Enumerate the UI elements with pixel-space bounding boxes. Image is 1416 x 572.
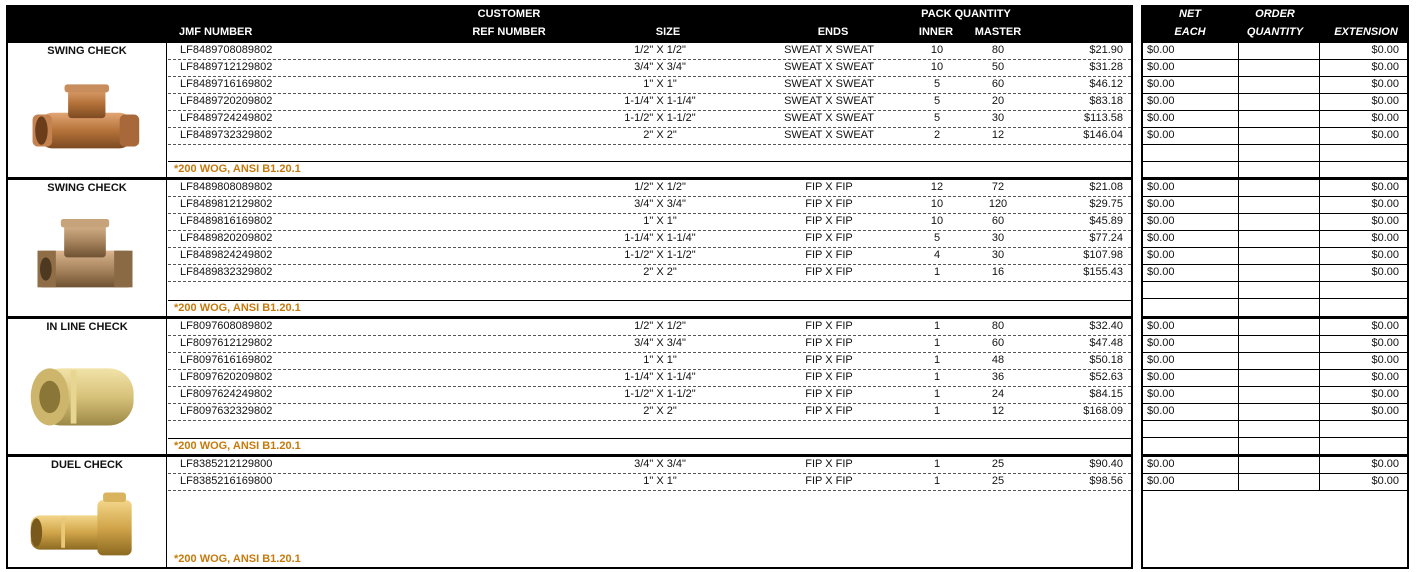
order-row xyxy=(1143,474,1407,491)
header-jmf-number: JMF NUMBER xyxy=(179,26,253,38)
product-title: SWING CHECK xyxy=(47,182,127,194)
header-order: ORDER xyxy=(1255,8,1295,20)
ends: FIP X FIP xyxy=(805,475,853,487)
product-label-cell xyxy=(8,457,167,567)
product-label-cell xyxy=(8,43,167,177)
ends: FIP X FIP xyxy=(805,320,853,332)
extension: $0.00 xyxy=(1371,249,1399,261)
price: $50.18 xyxy=(1089,354,1123,366)
header-inner: INNER xyxy=(918,26,954,38)
net-each: $0.00 xyxy=(1147,249,1175,261)
inner-qty: 1 xyxy=(933,405,941,417)
extension: $0.00 xyxy=(1371,475,1399,487)
jmf-number: LF8489724249802 xyxy=(180,112,273,124)
order-row xyxy=(1143,214,1407,231)
ends: SWEAT X SWEAT xyxy=(784,129,874,141)
net-each: $0.00 xyxy=(1147,266,1175,278)
product-label-cell xyxy=(8,180,167,316)
spec-note: *200 WOG, ANSI B1.20.1 xyxy=(174,302,301,314)
section-swing-check-sweat xyxy=(6,43,1133,177)
extension: $0.00 xyxy=(1371,215,1399,227)
price: $47.48 xyxy=(1089,337,1123,349)
duel-check-image xyxy=(20,483,150,563)
master-qty: 50 xyxy=(991,61,1005,73)
order-row xyxy=(1143,319,1407,336)
ends: FIP X FIP xyxy=(805,181,853,193)
price: $107.98 xyxy=(1083,249,1123,261)
master-qty: 12 xyxy=(991,405,1005,417)
inner-qty: 5 xyxy=(933,112,941,124)
master-qty: 16 xyxy=(991,266,1005,278)
net-each: $0.00 xyxy=(1147,95,1175,107)
inner-qty: 12 xyxy=(930,181,944,193)
inner-qty: 1 xyxy=(933,266,941,278)
price: $83.18 xyxy=(1089,95,1123,107)
inner-qty: 10 xyxy=(930,61,944,73)
price: $52.63 xyxy=(1089,371,1123,383)
inner-qty: 1 xyxy=(933,458,941,470)
order-row xyxy=(1143,111,1407,128)
extension: $0.00 xyxy=(1371,95,1399,107)
section-swing-check-fip xyxy=(6,180,1133,316)
price: $146.04 xyxy=(1083,129,1123,141)
net-each: $0.00 xyxy=(1147,215,1175,227)
section-in-line-check xyxy=(6,319,1133,454)
header-net: NET xyxy=(1179,8,1201,20)
jmf-number: LF8385216169800 xyxy=(180,475,273,487)
price: $155.43 xyxy=(1083,266,1123,278)
master-qty: 48 xyxy=(991,354,1005,366)
net-each: $0.00 xyxy=(1147,320,1175,332)
table-row xyxy=(168,128,1131,145)
header-each: EACH xyxy=(1174,26,1206,38)
extension: $0.00 xyxy=(1371,337,1399,349)
inner-qty: 2 xyxy=(933,129,941,141)
order-row xyxy=(1143,43,1407,60)
order-section-4 xyxy=(1141,457,1409,569)
spec-note: *200 WOG, ANSI B1.20.1 xyxy=(174,553,301,565)
size: 2" X 2" xyxy=(643,129,677,141)
jmf-number: LF8489720209802 xyxy=(180,95,273,107)
net-each: $0.00 xyxy=(1147,44,1175,56)
order-section-2 xyxy=(1141,180,1409,316)
inner-qty: 1 xyxy=(933,320,941,332)
table-row xyxy=(168,474,1131,491)
inner-qty: 5 xyxy=(933,78,941,90)
size: 1-1/4" X 1-1/4" xyxy=(624,232,696,244)
jmf-number: LF8489808089802 xyxy=(180,181,273,193)
order-section-3 xyxy=(1141,319,1409,454)
jmf-number: LF8489820209802 xyxy=(180,232,273,244)
jmf-number: LF8489824249802 xyxy=(180,249,273,261)
inner-qty: 1 xyxy=(933,337,941,349)
inner-qty: 1 xyxy=(933,475,941,487)
extension: $0.00 xyxy=(1371,354,1399,366)
net-each: $0.00 xyxy=(1147,129,1175,141)
order-row xyxy=(1143,336,1407,353)
inner-qty: 10 xyxy=(930,198,944,210)
extension: $0.00 xyxy=(1371,112,1399,124)
price: $32.40 xyxy=(1089,320,1123,332)
size: 1" X 1" xyxy=(643,215,677,227)
price: $84.15 xyxy=(1089,388,1123,400)
master-qty: 36 xyxy=(991,371,1005,383)
table-row xyxy=(168,197,1131,214)
header-quantity: QUANTITY xyxy=(1246,26,1304,38)
size: 1" X 1" xyxy=(643,78,677,90)
order-row xyxy=(1143,457,1407,474)
order-row xyxy=(1143,128,1407,145)
size: 1-1/2" X 1-1/2" xyxy=(624,388,696,400)
table-row xyxy=(168,60,1131,77)
net-each: $0.00 xyxy=(1147,78,1175,90)
ends: FIP X FIP xyxy=(805,249,853,261)
table-row xyxy=(168,43,1131,60)
order-row xyxy=(1143,404,1407,421)
ends: SWEAT X SWEAT xyxy=(784,112,874,124)
ends: FIP X FIP xyxy=(805,266,853,278)
inner-qty: 1 xyxy=(933,371,941,383)
price: $29.75 xyxy=(1089,198,1123,210)
extension: $0.00 xyxy=(1371,320,1399,332)
order-section-1 xyxy=(1141,43,1409,177)
inner-qty: 10 xyxy=(930,44,944,56)
header-extension: EXTENSION xyxy=(1334,26,1398,38)
order-row-empty xyxy=(1143,145,1407,162)
price: $98.56 xyxy=(1089,475,1123,487)
net-each: $0.00 xyxy=(1147,181,1175,193)
jmf-number: LF8097616169802 xyxy=(180,354,273,366)
order-row xyxy=(1143,94,1407,111)
order-header xyxy=(1141,5,1409,43)
jmf-number: LF8489832329802 xyxy=(180,266,273,278)
order-row xyxy=(1143,60,1407,77)
net-each: $0.00 xyxy=(1147,232,1175,244)
size: 3/4" X 3/4" xyxy=(634,458,686,470)
swing-check-sweat-image xyxy=(20,79,150,159)
jmf-number: LF8489812129802 xyxy=(180,198,273,210)
price: $31.28 xyxy=(1089,61,1123,73)
header-ref-number: REF NUMBER xyxy=(472,26,546,38)
size: 1/2" X 1/2" xyxy=(634,44,686,56)
price: $168.09 xyxy=(1083,405,1123,417)
header-master: MASTER xyxy=(974,26,1022,38)
master-qty: 20 xyxy=(991,95,1005,107)
header-size: SIZE xyxy=(655,26,681,38)
net-each: $0.00 xyxy=(1147,61,1175,73)
order-row xyxy=(1143,353,1407,370)
product-title: DUEL CHECK xyxy=(51,459,123,471)
ends: FIP X FIP xyxy=(805,405,853,417)
inner-qty: 10 xyxy=(930,215,944,227)
extension: $0.00 xyxy=(1371,78,1399,90)
inner-qty: 5 xyxy=(933,95,941,107)
net-each: $0.00 xyxy=(1147,198,1175,210)
net-each: $0.00 xyxy=(1147,337,1175,349)
net-each: $0.00 xyxy=(1147,112,1175,124)
header-customer: CUSTOMER xyxy=(477,8,541,20)
price: $77.24 xyxy=(1089,232,1123,244)
order-row xyxy=(1143,265,1407,282)
jmf-number: LF8097624249802 xyxy=(180,388,273,400)
jmf-number: LF8489716169802 xyxy=(180,78,273,90)
master-qty: 30 xyxy=(991,112,1005,124)
master-qty: 60 xyxy=(991,78,1005,90)
spec-note: *200 WOG, ANSI B1.20.1 xyxy=(174,440,301,452)
net-each: $0.00 xyxy=(1147,371,1175,383)
order-row xyxy=(1143,77,1407,94)
jmf-number: LF8097608089802 xyxy=(180,320,273,332)
table-row xyxy=(168,404,1131,421)
ends: FIP X FIP xyxy=(805,198,853,210)
table-row xyxy=(168,111,1131,128)
ends: FIP X FIP xyxy=(805,388,853,400)
size: 1/2" X 1/2" xyxy=(634,181,686,193)
order-row xyxy=(1143,197,1407,214)
table-row xyxy=(168,265,1131,282)
order-row xyxy=(1143,370,1407,387)
master-qty: 24 xyxy=(991,388,1005,400)
price: $90.40 xyxy=(1089,458,1123,470)
master-qty: 60 xyxy=(991,215,1005,227)
ends: FIP X FIP xyxy=(805,215,853,227)
price: $46.12 xyxy=(1089,78,1123,90)
table-row xyxy=(168,77,1131,94)
net-each: $0.00 xyxy=(1147,354,1175,366)
master-qty: 25 xyxy=(991,458,1005,470)
size: 1-1/4" X 1-1/4" xyxy=(624,95,696,107)
master-qty: 30 xyxy=(991,249,1005,261)
size: 1" X 1" xyxy=(643,354,677,366)
extension: $0.00 xyxy=(1371,129,1399,141)
table-row xyxy=(168,387,1131,404)
table-row xyxy=(168,319,1131,336)
note-row xyxy=(168,161,1131,176)
net-each: $0.00 xyxy=(1147,405,1175,417)
header-pack-quantity: PACK QUANTITY xyxy=(921,8,1011,20)
table-row xyxy=(168,94,1131,111)
master-qty: 25 xyxy=(991,475,1005,487)
master-qty: 80 xyxy=(991,44,1005,56)
extension: $0.00 xyxy=(1371,266,1399,278)
inner-qty: 1 xyxy=(933,388,941,400)
extension: $0.00 xyxy=(1371,61,1399,73)
jmf-number: LF8097612129802 xyxy=(180,337,273,349)
master-qty: 120 xyxy=(988,198,1008,210)
price: $21.90 xyxy=(1089,44,1123,56)
swing-check-fip-image xyxy=(20,214,150,294)
ends: FIP X FIP xyxy=(805,354,853,366)
price: $45.89 xyxy=(1089,215,1123,227)
inner-qty: 1 xyxy=(933,354,941,366)
jmf-number: LF8489708089802 xyxy=(180,44,273,56)
table-row xyxy=(168,248,1131,265)
jmf-number: LF8385212129800 xyxy=(180,458,273,470)
size: 1/2" X 1/2" xyxy=(634,320,686,332)
table-row xyxy=(168,214,1131,231)
ends: FIP X FIP xyxy=(805,232,853,244)
master-qty: 30 xyxy=(991,232,1005,244)
extension: $0.00 xyxy=(1371,458,1399,470)
jmf-number: LF8489712129802 xyxy=(180,61,273,73)
ends: FIP X FIP xyxy=(805,337,853,349)
note-row xyxy=(168,300,1131,315)
header-ends: ENDS xyxy=(817,26,849,38)
section-duel-check xyxy=(6,457,1133,569)
table-row xyxy=(168,336,1131,353)
master-qty: 72 xyxy=(991,181,1005,193)
size: 3/4" X 3/4" xyxy=(634,337,686,349)
note-row xyxy=(168,438,1131,453)
price: $113.58 xyxy=(1084,112,1123,124)
product-label-cell xyxy=(8,319,167,454)
size: 2" X 2" xyxy=(643,266,677,278)
size: 2" X 2" xyxy=(643,405,677,417)
order-row xyxy=(1143,231,1407,248)
table-row xyxy=(168,370,1131,387)
net-each: $0.00 xyxy=(1147,458,1175,470)
ends: SWEAT X SWEAT xyxy=(784,95,874,107)
size: 1-1/4" X 1-1/4" xyxy=(624,371,696,383)
table-row xyxy=(168,180,1131,197)
order-row-empty xyxy=(1143,421,1407,438)
order-row xyxy=(1143,387,1407,404)
jmf-number: LF8097620209802 xyxy=(180,371,273,383)
order-row xyxy=(1143,248,1407,265)
ends: FIP X FIP xyxy=(805,371,853,383)
ends: FIP X FIP xyxy=(805,458,853,470)
in-line-check-image xyxy=(20,355,150,435)
extension: $0.00 xyxy=(1371,371,1399,383)
master-qty: 60 xyxy=(991,337,1005,349)
extension: $0.00 xyxy=(1371,232,1399,244)
order-row-empty xyxy=(1143,282,1407,299)
jmf-number: LF8097632329802 xyxy=(180,405,273,417)
table-row xyxy=(168,231,1131,248)
product-title: IN LINE CHECK xyxy=(46,321,128,333)
table-row xyxy=(168,457,1131,474)
size: 1" X 1" xyxy=(643,475,677,487)
size: 1-1/2" X 1-1/2" xyxy=(624,112,696,124)
ends: SWEAT X SWEAT xyxy=(784,44,874,56)
jmf-number: LF8489816169802 xyxy=(180,215,273,227)
inner-qty: 5 xyxy=(933,232,941,244)
table-header xyxy=(6,5,1133,43)
extension: $0.00 xyxy=(1371,44,1399,56)
price: $21.08 xyxy=(1089,181,1123,193)
inner-qty: 4 xyxy=(933,249,941,261)
extension: $0.00 xyxy=(1371,198,1399,210)
ends: SWEAT X SWEAT xyxy=(784,61,874,73)
table-row xyxy=(168,353,1131,370)
net-each: $0.00 xyxy=(1147,475,1175,487)
jmf-number: LF8489732329802 xyxy=(180,129,273,141)
order-row xyxy=(1143,180,1407,197)
extension: $0.00 xyxy=(1371,388,1399,400)
spec-note: *200 WOG, ANSI B1.20.1 xyxy=(174,163,301,175)
master-qty: 80 xyxy=(991,320,1005,332)
ends: SWEAT X SWEAT xyxy=(784,78,874,90)
product-title: SWING CHECK xyxy=(47,45,127,57)
size: 1-1/2" X 1-1/2" xyxy=(624,249,696,261)
extension: $0.00 xyxy=(1371,181,1399,193)
net-each: $0.00 xyxy=(1147,388,1175,400)
extension: $0.00 xyxy=(1371,405,1399,417)
size: 3/4" X 3/4" xyxy=(634,198,686,210)
master-qty: 12 xyxy=(991,129,1005,141)
size: 3/4" X 3/4" xyxy=(634,61,686,73)
